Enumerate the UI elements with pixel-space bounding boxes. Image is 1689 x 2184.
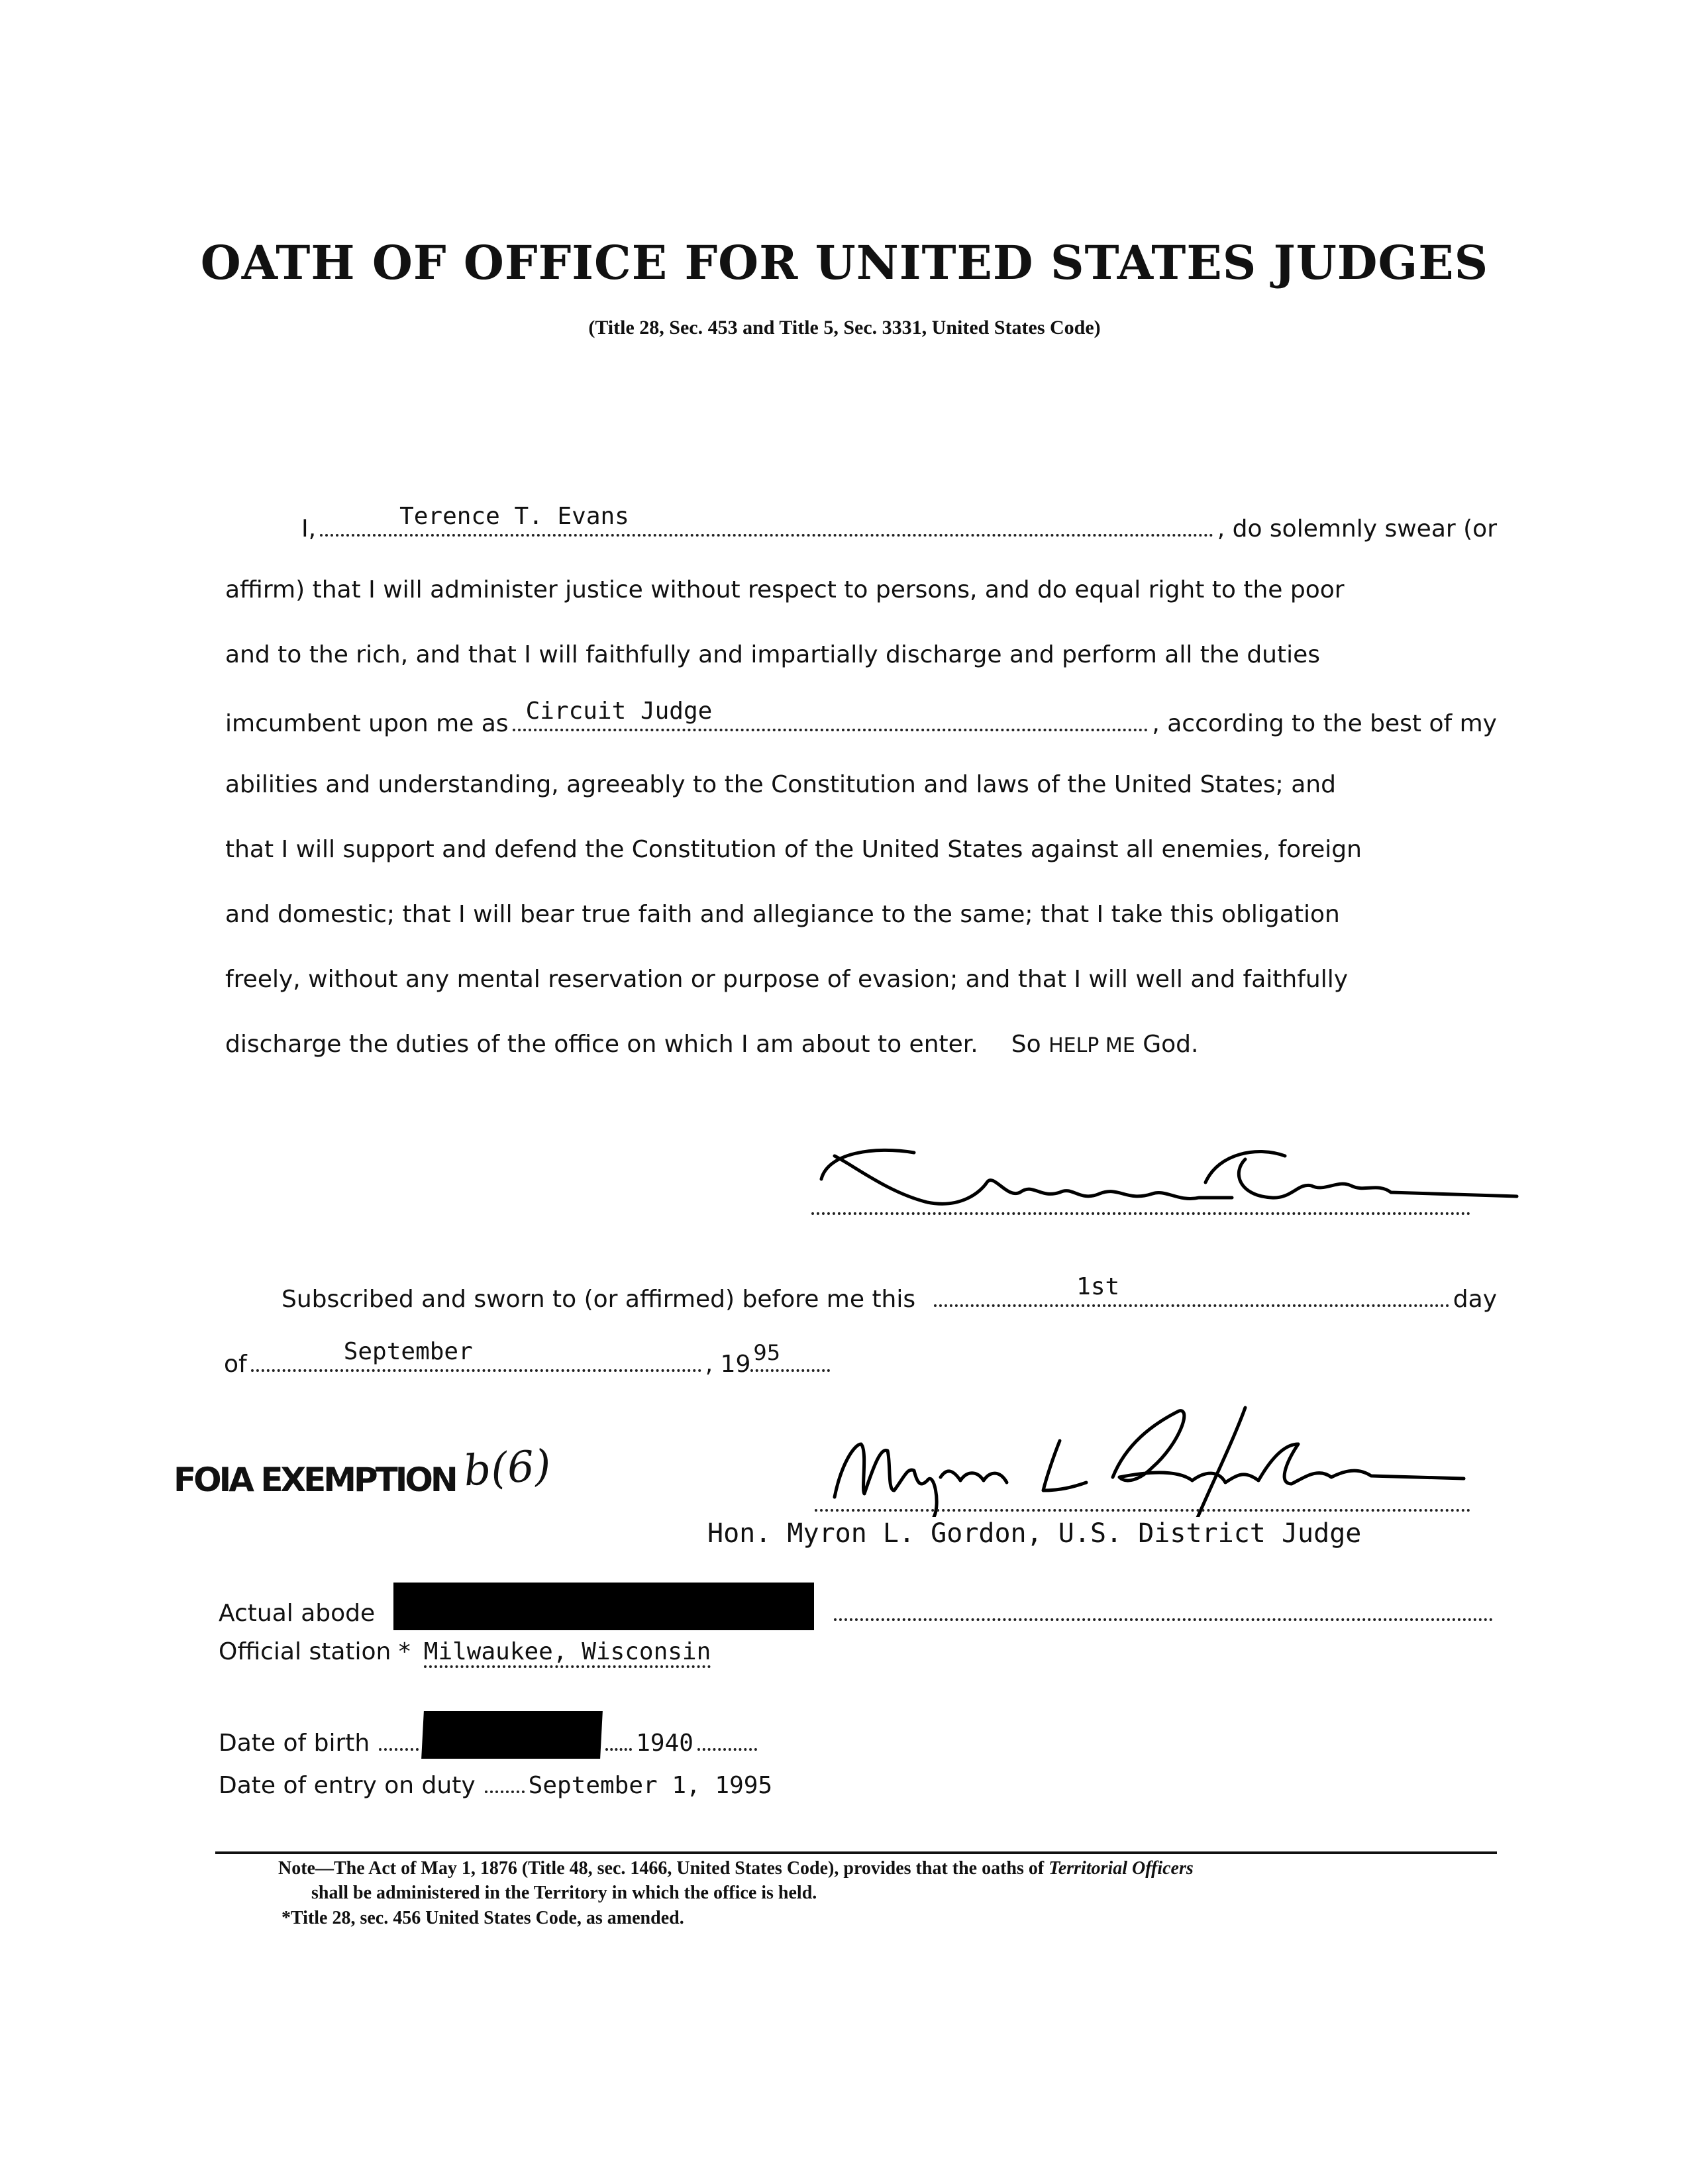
birth-dots-3 [697,1726,757,1751]
oath-line-1 [301,503,1497,551]
officer-signature-line [815,1509,1470,1512]
page-subtitle: (Title 28, Sec. 453 and Title 5, Sec. 3331, United States Code) [588,317,1101,338]
station-line [219,1638,1146,1678]
officer-signature-block [808,1404,1484,1517]
foia-exemption-stamp: FOIA EXEMPTION [174,1461,456,1499]
birth-line [219,1703,815,1757]
note-line-2: shall be administered in the Territory in which the office is held. [311,1883,817,1903]
name-field [320,503,1213,537]
sworn-day-label: day [1453,1286,1497,1313]
birth-label: Date of birth [219,1730,370,1757]
oath-line-4-end: , according to the best of my [1152,710,1497,737]
sworn-month-field [251,1338,701,1372]
sworn-text: Subscribed and sworn to (or affirmed) before me this [282,1286,916,1313]
sworn-of: of [224,1351,247,1378]
officer-signature [808,1404,1484,1517]
oath-line-7: and domestic; that I will bear true faith and allegiance to the same; that I take this obligation [225,901,1340,928]
footer-rule [215,1851,1497,1854]
so-help-me-god: So HELP ME God. [1011,1031,1199,1058]
entry-line [219,1768,1146,1808]
note-line-1: Note—The Act of May 1, 1876 (Title 48, sec. 1466, United States Code), provides that the oaths of Territorial Officers [278,1858,1194,1879]
oath-line-2: affirm) that I will administer justice without respect to persons, and do equal right to the poor [225,576,1345,603]
abode-field [834,1596,1493,1621]
abode-redaction [393,1583,814,1630]
sworn-day-field [934,1273,1449,1307]
affiant-name: Terence T. Evans [399,503,629,530]
birth-redaction [421,1711,603,1759]
abode-line [219,1573,1497,1627]
footnote: *Title 28, sec. 456 United States Code, as amended. [282,1908,684,1928]
station-value: Milwaukee, Wisconsin [424,1638,711,1668]
oath-line-9 [225,1031,1497,1070]
sworn-year-field [750,1340,830,1372]
birth-dots [379,1726,419,1751]
page-title: OATH OF OFFICE FOR UNITED STATES JUDGES [200,235,1489,290]
position-field [513,698,1149,731]
position-value: Circuit Judge [525,698,713,725]
oath-line-9-text: discharge the duties of the office on which I am about to enter. [225,1031,978,1058]
entry-value: September 1, 1995 [528,1772,773,1799]
oath-line-6: that I will support and defend the Constitution of the United States against all enemies, foreign [225,836,1362,863]
oath-line-5: abilities and understanding, agreeably to the Constitution and laws of the United States; and [225,771,1336,798]
sworn-day-value: 1st [1076,1273,1120,1300]
sworn-date-line [224,1338,860,1386]
oath-i: I, [301,515,317,543]
oath-line-3: and to the rich, and that I will faithfully and impartially discharge and perform all the duties [225,641,1321,668]
sworn-year-value: 95 [753,1340,781,1365]
oath-line-1-end: , do solemnly swear (or [1217,515,1497,543]
sworn-year-prefix: , 19 [705,1351,751,1378]
affiant-signature [808,1119,1523,1225]
birth-dots-2 [605,1726,632,1751]
affiant-signature-line [811,1212,1470,1215]
sworn-month-value: September [343,1338,473,1365]
entry-dots [485,1768,525,1793]
oath-line-4-start: imcumbent upon me as [225,710,509,737]
entry-label: Date of entry on duty [219,1772,476,1799]
foia-exemption-code: b(6) [462,1441,553,1496]
oath-line-4 [225,698,1497,746]
officer-name: Hon. Myron L. Gordon, U.S. District Judge [707,1518,1362,1549]
affiant-signature-block [808,1119,1523,1225]
birth-year: 1940 [636,1730,693,1757]
abode-label: Actual abode [219,1600,376,1627]
sworn-line [282,1273,1497,1322]
station-label: Official station * [219,1638,411,1665]
oath-line-8: freely, without any mental reservation or purpose of evasion; and that I will well and faithfully [225,966,1349,993]
